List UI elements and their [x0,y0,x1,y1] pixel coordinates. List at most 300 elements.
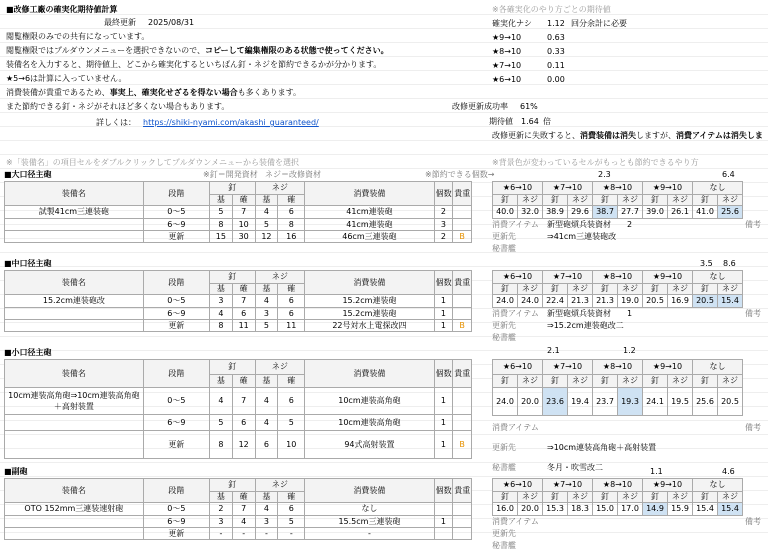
savings-value-cell: 17.0 [618,503,643,516]
consume-item-cell: 15.2cm連装砲 [305,295,434,308]
expect-row-label: ★9→10 [492,33,522,42]
table-row [5,320,472,332]
savings-value-cell: 19.5 [668,388,693,416]
expect-row-value: 0.33 [547,47,565,56]
header-rare: 貴重 [453,271,472,295]
header-nail: 釘 [493,375,518,388]
nail-sure-cell: 30 [232,231,255,243]
header-consume: 消費装備 [305,271,434,295]
secretary-label: 秘書艦 [492,244,516,253]
screw-sure-cell: 6 [278,308,305,320]
savings-value-cell: 15.4 [718,503,743,516]
screw-base-cell: 4 [255,415,278,431]
savings-value-cell: 15.4 [693,503,718,516]
savings-value-cell: 24.0 [493,295,518,308]
empty-cell [5,415,144,431]
stage-cell: 6〜9 [143,308,209,320]
empty-cell [5,431,144,459]
savings-value-cell: 23.6 [543,388,568,416]
remarks-label: 備考 [745,517,761,526]
stage-cell: 6〜9 [143,516,209,528]
nail-base-cell: 2 [210,503,233,516]
savings-table [492,359,743,416]
header-equip: 装備名 [5,182,144,206]
star-header: ★9→10 [643,271,693,284]
savings-value-cell: 24.0 [518,295,543,308]
savings-value-cell: 24.0 [493,388,518,416]
savings-value-cell: 16.0 [493,503,518,516]
consume-item-label: 消費アイテム [492,517,539,526]
legend-nail: ※釘＝開発資材 [203,170,258,179]
screw-sure-cell: 6 [278,295,305,308]
header-screw: ネジ [568,375,593,388]
rare-cell [453,503,472,516]
savings-value-cell: 29.6 [568,206,593,219]
star-header: ★8→10 [593,479,643,492]
savings-value: 1.2 [623,346,636,355]
table-row [5,231,472,243]
header-nail: 釘 [643,492,668,503]
intro-line-3: 装備名を入力すると、期待値上、どこから確実化するといちばん釘・ネジを節約できるかが分かります。 [6,60,382,69]
star-header: ★8→10 [593,360,643,375]
legend-screw: ネジ＝改修資材 [265,170,321,179]
legend-savings: ※節約できる個数→ [425,170,495,179]
empty-cell [5,528,144,540]
screw-sure-cell: 6 [278,206,305,219]
consume-item-value: 新型砲熕兵装資材 [547,309,611,318]
screw-base-cell: 6 [255,431,278,459]
star-header: ★7→10 [543,271,593,284]
nail-sure-cell: 10 [232,219,255,231]
update-to-label: 更新先 [492,321,516,330]
savings-value-cell: 15.4 [718,295,743,308]
screw-base-cell: 5 [255,219,278,231]
savings-value-cell: 39.0 [643,206,668,219]
stage-cell: 0〜5 [143,388,209,415]
expect-row-note: 回分余計に必要 [571,19,627,28]
update-to-value: ⇒41cm三連装砲改 [547,232,617,241]
header-screw: ネジ [668,195,693,206]
header-base: 基 [255,284,278,295]
details-link[interactable]: https://shiki-nyami.com/akashi_guaranteed/ [143,118,319,127]
rare-cell [453,219,472,231]
header-sure: 確 [278,492,305,503]
table-row [5,219,472,231]
consume-item-cell: 22号対水上電探改四 [305,320,434,332]
row-line [0,266,768,267]
header-screw: ネジ [255,182,305,195]
savings-value-cell: 26.1 [668,206,693,219]
header-screw: ネジ [568,195,593,206]
header-rare: 貴重 [453,182,472,206]
screw-base-cell: 4 [255,206,278,219]
expect-row-value: 1.12 [547,19,565,28]
header-nail: 釘 [543,195,568,206]
star-header: ★9→10 [643,479,693,492]
savings-value: 8.6 [723,259,736,268]
expected-label: 期待値 [489,117,513,126]
page-title: ■改修工廠の確実化期待値計算 [6,5,118,14]
nail-base-cell: 8 [210,320,233,332]
count-cell [434,528,453,540]
header-nail: 釘 [543,284,568,295]
instruction-left: ※「装備名」の項目セルをダブルクリックしてプルダウンメニューから装備を選択 [6,158,300,167]
savings-value-cell: 19.4 [568,388,593,416]
expected-unit: 倍 [543,117,551,126]
header-consume: 消費装備 [305,182,434,206]
update-to-label: 更新先 [492,529,516,538]
empty-cell [5,516,144,528]
nail-sure-cell: - [232,528,255,540]
savings-value-cell: 40.0 [493,206,518,219]
header-screw: ネジ [718,284,743,295]
expected-value: 1.64 [521,117,539,126]
count-cell: 2 [434,231,453,243]
stage-cell: 更新 [143,528,209,540]
star-header: ★6→10 [493,360,543,375]
header-screw: ネジ [518,195,543,206]
screw-sure-cell: 6 [278,503,305,516]
header-screw: ネジ [618,375,643,388]
consume-item-label: 消費アイテム [492,220,539,229]
header-equip: 装備名 [5,271,144,295]
savings-value-cell: 21.3 [593,295,618,308]
header-stage: 段階 [143,479,209,503]
nail-base-cell: 5 [210,415,233,431]
header-count: 個数 [434,271,453,295]
header-screw: ネジ [568,284,593,295]
rare-cell [453,295,472,308]
consume-item-label: 消費アイテム [492,309,539,318]
star-header: ★6→10 [493,271,543,284]
stage-cell: 6〜9 [143,219,209,231]
table-row [5,308,472,320]
header-sure: 確 [232,375,255,388]
header-nail: 釘 [643,284,668,295]
success-value: 61% [520,102,538,111]
header-nail: 釘 [593,492,618,503]
savings-value-cell: 20.5 [643,295,668,308]
row-line [0,252,768,253]
savings-value-cell: 15.0 [593,503,618,516]
screw-sure-cell: 8 [278,219,305,231]
secretary-label: 秘書艦 [492,333,516,342]
updated-date: 2025/08/31 [148,18,195,27]
header-nail: 釘 [543,375,568,388]
consume-item-cell: 41cm連装砲 [305,206,434,219]
header-equip: 装備名 [5,360,144,388]
rare-cell [453,415,472,431]
upgrade-cost-table [4,270,472,332]
header-equip: 装備名 [5,479,144,503]
equip-name-cell[interactable]: 15.2cm連装砲改 [5,295,144,308]
header-nail: 釘 [493,195,518,206]
count-cell: 1 [434,516,453,528]
header-stage: 段階 [143,182,209,206]
empty-cell [5,308,144,320]
header-nail: 釘 [643,195,668,206]
count-cell: 1 [434,320,453,332]
savings-value-cell: 15.3 [543,503,568,516]
header-consume: 消費装備 [305,479,434,503]
header-base: 基 [255,492,278,503]
savings-value-cell: 19.0 [618,295,643,308]
savings-value: 2.1 [547,346,560,355]
savings-value: 6.4 [722,170,735,179]
row-line [0,336,768,337]
screw-sure-cell: 11 [278,320,305,332]
consume-item-cell: 10cm連装高角砲 [305,415,434,431]
screw-base-cell: 3 [255,516,278,528]
nail-base-cell: 8 [210,219,233,231]
stage-cell: 0〜5 [143,206,209,219]
star-header: ★8→10 [593,271,643,284]
remarks-label: 備考 [745,423,761,432]
section-title: ■中口径主砲 [4,259,52,268]
table-row [5,388,472,415]
savings-value-cell: 16.9 [668,295,693,308]
expect-row-label: ★6→10 [492,75,522,84]
nail-sure-cell: 12 [232,431,255,459]
header-screw: ネジ [718,195,743,206]
savings-value-cell: 25.6 [718,206,743,219]
section-title: ■大口径主砲 [4,170,52,179]
table-row [5,206,472,219]
secretary-label: 秘書艦 [492,463,516,472]
nail-sure-cell: 4 [232,516,255,528]
nail-base-cell: 4 [210,308,233,320]
star-header: なし [693,360,743,375]
savings-value-cell: 14.9 [643,503,668,516]
star-header: なし [693,479,743,492]
update-to-label: 更新先 [492,232,516,241]
update-to-value: ⇒10cm連装高角砲＋高射装置 [547,443,657,452]
savings-value-cell: 20.0 [518,388,543,416]
nail-sure-cell: 7 [232,503,255,516]
details-label: 詳しくは： [96,118,136,127]
header-rare: 貴重 [453,479,472,503]
rare-cell: B [453,231,472,243]
equip-name-cell[interactable]: OTO 152mm三連装速射砲 [5,503,144,516]
intro-line-1: 閲覧権限のみでの共有になっています。 [6,32,150,41]
screw-base-cell: 5 [255,320,278,332]
screw-sure-cell: 10 [278,431,305,459]
header-base: 基 [255,195,278,206]
header-screw: ネジ [255,479,305,492]
screw-base-cell: 4 [255,295,278,308]
remarks-label: 備考 [745,220,761,229]
savings-value-cell: 41.0 [693,206,718,219]
savings-table [492,181,743,219]
nail-base-cell: - [210,528,233,540]
header-nail: 釘 [210,360,256,375]
screw-sure-cell: 16 [278,231,305,243]
nail-sure-cell: 7 [232,388,255,415]
stage-cell: 0〜5 [143,295,209,308]
expect-row-value: 0.11 [547,61,565,70]
screw-base-cell: 4 [255,503,278,516]
upgrade-cost-table [4,359,472,459]
stage-cell: 6〜9 [143,415,209,431]
savings-value-cell: 20.0 [518,503,543,516]
header-nail: 釘 [543,492,568,503]
count-cell: 2 [434,206,453,219]
empty-cell [5,231,144,243]
nail-base-cell: 8 [210,431,233,459]
header-screw: ネジ [518,492,543,503]
upgrade-cost-table [4,478,472,540]
row-line [0,350,768,351]
header-screw: ネジ [618,284,643,295]
header-nail: 釘 [593,375,618,388]
header-screw: ネジ [718,492,743,503]
savings-value-cell: 32.0 [518,206,543,219]
header-screw: ネジ [255,271,305,284]
header-sure: 確 [278,284,305,295]
rare-cell [453,388,472,415]
header-nail: 釘 [693,375,718,388]
header-screw: ネジ [518,375,543,388]
star-header: なし [693,182,743,195]
savings-value-cell: 38.9 [543,206,568,219]
update-to-label: 更新先 [492,443,516,452]
consume-item-value: 新型砲熕兵装資材 [547,220,611,229]
consume-item-cell: 46cm三連装砲 [305,231,434,243]
equip-name-cell[interactable]: 10cm連装高角砲⇒10cm連装高角砲＋高射装置 [5,388,144,415]
section-title: ■小口径主砲 [4,348,52,357]
empty-cell [5,320,144,332]
savings-table [492,270,743,308]
header-sure: 確 [278,195,305,206]
header-nail: 釘 [210,271,256,284]
count-cell [434,503,453,516]
header-screw: ネジ [718,375,743,388]
nail-sure-cell: 11 [232,320,255,332]
star-header: ★6→10 [493,182,543,195]
header-sure: 確 [232,284,255,295]
header-base: 基 [210,284,233,295]
instruction-right: ※背景色が変わっているセルがもっとも節約できるやり方 [492,158,699,167]
consume-item-label: 消費アイテム [492,423,539,432]
rare-cell [453,308,472,320]
header-base: 基 [255,375,278,388]
equip-name-cell[interactable]: 試製41cm三連装砲 [5,206,144,219]
stage-cell: 更新 [143,320,209,332]
rare-cell [453,516,472,528]
nail-sure-cell: 7 [232,206,255,219]
header-screw: ネジ [668,375,693,388]
table-row [5,516,472,528]
header-nail: 釘 [593,284,618,295]
star-header: ★9→10 [643,182,693,195]
secretary-label: 秘書艦 [492,541,516,550]
savings-value-cell: 15.9 [668,503,693,516]
row-line [0,462,768,463]
header-base: 基 [210,195,233,206]
section-title: ■副砲 [4,467,28,476]
consume-item-count: 2 [627,220,633,229]
intro-line-2: 閲覧権限ではプルダウンメニューを選択できないので、コピーして編集権限のある状態で使ってください。 [6,46,389,55]
star-header: ★8→10 [593,182,643,195]
savings-value-cell: 19.3 [618,388,643,416]
savings-value-cell: 18.3 [568,503,593,516]
secretary-value: 冬月・吹雪改二 [547,463,603,472]
savings-value-cell: 20.5 [693,295,718,308]
header-stage: 段階 [143,360,209,388]
header-screw: ネジ [618,195,643,206]
header-screw: ネジ [255,360,305,375]
count-cell: 1 [434,308,453,320]
header-nail: 釘 [210,479,256,492]
expect-row-value: 0.00 [547,75,565,84]
rare-cell [453,528,472,540]
nail-base-cell: 4 [210,388,233,415]
table-row [5,295,472,308]
consume-item-count: 1 [627,309,633,318]
savings-value-cell: 27.7 [618,206,643,219]
expect-row-label: ★8→10 [492,47,522,56]
nail-sure-cell: 6 [232,308,255,320]
savings-value-cell: 22.4 [543,295,568,308]
savings-value-cell: 24.1 [643,388,668,416]
stage-cell: 0〜5 [143,503,209,516]
fail-note: 改修更新に失敗すると、消費装備は消失しますが、消費アイテムは消失しま [492,131,763,140]
header-nail: 釘 [493,284,518,295]
screw-base-cell: 12 [255,231,278,243]
screw-sure-cell: 6 [278,388,305,415]
nail-base-cell: 3 [210,295,233,308]
table-row [5,503,472,516]
header-count: 個数 [434,360,453,388]
screw-base-cell: 4 [255,388,278,415]
header-count: 個数 [434,479,453,503]
header-screw: ネジ [518,284,543,295]
consume-item-cell: - [305,528,434,540]
savings-table [492,478,743,516]
header-consume: 消費装備 [305,360,434,388]
savings-value-cell: 38.7 [593,206,618,219]
intro-line-5: 消費装備が貴重であるため、事実上、確実化せざるを得ない場合も多くあります。 [6,88,302,97]
savings-value-cell: 25.6 [693,388,718,416]
screw-sure-cell: 5 [278,415,305,431]
header-rare: 貴重 [453,360,472,388]
header-screw: ネジ [668,492,693,503]
rare-cell: B [453,431,472,459]
upgrade-cost-table [4,181,472,243]
stage-cell: 更新 [143,231,209,243]
stage-cell: 更新 [143,431,209,459]
header-count: 個数 [434,182,453,206]
star-header: ★7→10 [543,360,593,375]
consume-item-cell: 94式高射装置 [305,431,434,459]
star-header: ★7→10 [543,182,593,195]
rare-cell [453,206,472,219]
header-sure: 確 [232,195,255,206]
nail-sure-cell: 6 [232,415,255,431]
consume-item-cell: 10cm連装高角砲 [305,388,434,415]
savings-value-cell: 23.7 [593,388,618,416]
screw-sure-cell: - [278,528,305,540]
nail-base-cell: 3 [210,516,233,528]
remarks-label: 備考 [745,309,761,318]
intro-line-6: また節約できる釘・ネジがそれほど多くない場合もあります。 [6,102,230,111]
header-base: 基 [210,492,233,503]
count-cell: 1 [434,431,453,459]
screw-base-cell: 3 [255,308,278,320]
header-nail: 釘 [593,195,618,206]
header-screw: ネジ [568,492,593,503]
expect-header: ※各確実化のやり方ごとの期待値 [492,5,611,14]
